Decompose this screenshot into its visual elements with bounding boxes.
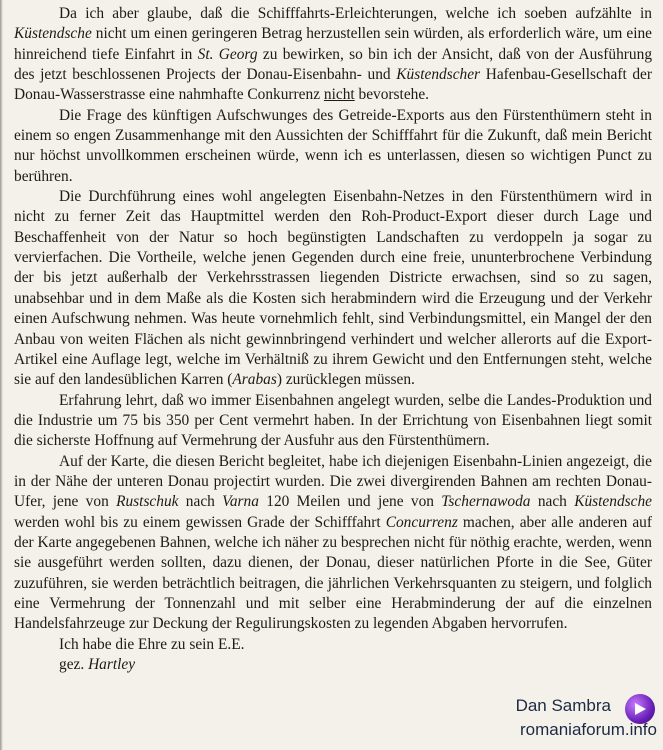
text-run: ) zurücklegen müssen. [276,371,415,389]
text-run: zu bewirken, so bin ich der Ansicht, daß von der Ausführung des jetzt beschlossenen Projects der Donau-Eisenbahn- und [14,45,653,84]
underlined-word: nicht [323,86,355,104]
forum-watermark [487,694,657,746]
watermark-author: Dan Sambra [515,696,611,715]
document-page [14,4,652,675]
paragraph-2 [14,106,652,187]
text-run: Da ich aber glaube, daß die Schifffahrts-Erleichterungen, welche ich soeben aufzählte in [59,5,652,22]
text-run: nach [530,493,575,511]
text-run: 120 Meilen und jene von [258,493,442,511]
paragraph-1 [14,4,652,106]
text-run: Auf der Karte, die diesen Bericht begleitet, habe ich diejenigen Eisenbahn-Linien angezeigt, die in der Nähe der unteren Donau projectirt wurden. Die zwei divergirenden Bahnen am rechten Donau-Ufer, jene von [14,452,652,511]
italic-term: Küstendsche [14,25,92,43]
paragraph-4 [14,391,652,452]
paragraph-3 [14,187,652,390]
text-run: machen, aber alle anderen auf der Karte angegebenen Bahnen, welche ich näher zu besprechen nicht für nöthig erachte, werden, wenn sie ausgeführt werden sollten, dazu dienen, der Donau, dieser natürlichen Pforte in die See, Güter zuzuführen, sie werden beträchtlich beitragen, die jährlichen Verkehrsquanten zu steigern, und folglich eine Vermehrung der Tonnenzahl und mit selber eine Herabminderung der auf die einzelnen Handelsfahrzeuge zur Deckung der Regulirungskosten zu legenden Abgaben hervorrufen. [14,513,653,633]
italic-term: Arabas [232,371,277,389]
text-run: nach [178,493,223,511]
closing-line [14,635,652,655]
signature-line [14,655,652,675]
italic-term: St. Georg [197,45,258,63]
text-run: Die Durchführung eines wohl angelegten Eisenbahn-Netzes in den Fürstenthümern wird in nicht zu ferner Zeit das Hauptmittel werden den Roh-Product-Export dieser durch Lage und Beschaffenheit von der Natur so hoch begünstigten Landschaften zu verdoppeln ja sogar zu vervierfachen. Die Vortheile, welche jenen Gegenden durch eine freie, ununterbrochene Verbindung der bis jetzt außerhalb der Verkehrsstrassen liegenden Districte erwachsen, sind so zu sagen, unabsehbar und in dem Maße als die Kosten sich herabmindern wird die Erzeugung und der Verkehr einen Aufschwung nehmen. Was heute vornehmlich fehlt, sind Verbindungsmittel, ein Mangel der den Anbau von weiten Flächen als nicht gewinnbringend verhindert und welcher allerorts auf die Export-Artikel eine Auflage legt, welche im Verhältniß zu ihrem Gewicht und den Entfernungen steht, welche sie auf den landesüblichen Karren ( [14,188,652,389]
document-body [14,4,652,635]
italic-term: Küstendsche [574,493,652,511]
closing-greeting: Ich habe die Ehre zu sein E.E. [59,635,245,653]
italic-term: Varna [222,493,259,511]
page-edge-shadow [0,0,3,750]
text-run: bevorstehe. [354,86,430,104]
italic-term: Concurrenz [385,513,458,531]
text-run: Hafenbau-Gesellschaft der Donau-Wasserstrasse eine nahmhafte Conkurrenz [14,66,653,104]
text-run: nicht um einen geringeren Betrag herzustellen sein würden, als erforderlich wäre, um eine hinreichend tiefe Einfahrt in [14,25,652,63]
text-run: Die Frage des künftigen Aufschwunges des Getreide-Exports aus den Fürstenthümern steht in einem so engen Zusammenhange mit den Aussichten der Schifffahrt für die Zukunft, daß mein Bericht nur höchst unvollkommen erscheinen würde, wenn ich es unterlassen, diesen so wichtigen Punct zu berühren. [14,106,652,185]
paragraph-5 [14,452,652,635]
italic-term: Küstendscher [396,66,481,84]
italic-term: Tschernawoda [441,493,531,511]
text-run: Erfahrung lehrt, daß wo immer Eisenbahnen angelegt wurden, selbe die Landes-Produktion und die Industrie um 75 bis 350 per Cent vermehrt haben. In der Errichtung von Eisenbahnen liegt somit die sicherste Hoffnung auf Vermehrung der Ausfuhr aus den Fürstenthümern. [14,391,652,450]
italic-term: Rustschuk [116,493,179,511]
signature-prefix: gez. [59,655,89,673]
signature-name: Hartley [88,655,136,673]
text-run: werden wohl bis zu einem gewissen Grade der Schifffahrt [14,513,386,531]
watermark-site: romaniaforum.info [519,720,657,739]
